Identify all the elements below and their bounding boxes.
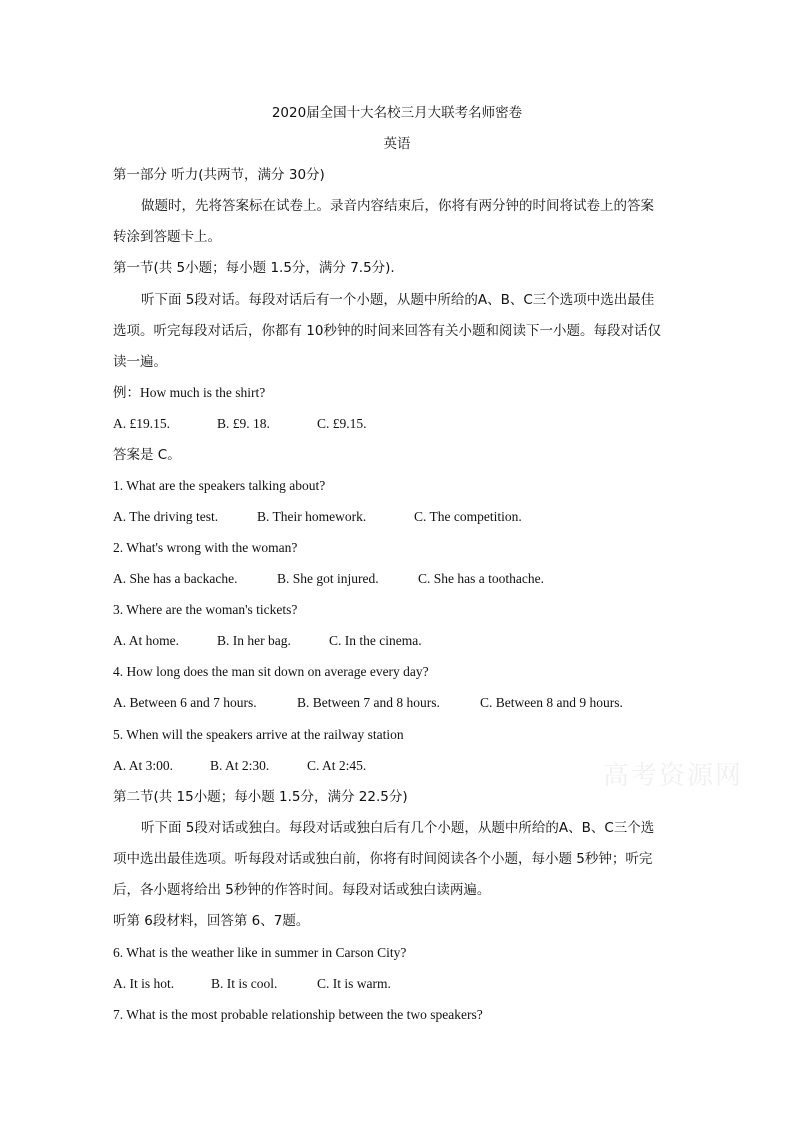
section2-instruction-1: 听下面 5段对话或独白。每段对话或独白后有几个小题，从题中所给的A、B、C三个选: [141, 820, 655, 836]
question-4: 4. How long does the man sit down on average every day?: [113, 664, 429, 679]
q2-option-b: B. She got injured.: [277, 571, 379, 586]
exam-subject: 英语: [383, 136, 411, 152]
question-5: 5. When will the speakers arrive at the railway station: [113, 727, 404, 742]
section1-instruction-3: 读一遍。: [113, 354, 167, 370]
q1-option-b: B. Their homework.: [257, 509, 367, 524]
example-options: [113, 414, 688, 434]
watermark-text: 高考资源网: [603, 761, 744, 791]
q5-option-a: A. At 3:00.: [113, 758, 174, 773]
q1-option-a: A. The driving test.: [113, 509, 219, 524]
q4-option-c: C. Between 8 and 9 hours.: [480, 695, 623, 710]
material-note: 听第 6段材料，回答第 6、7题。: [113, 913, 310, 929]
exam-title: 2020届全国十大名校三月大联考名师密卷: [271, 105, 523, 121]
q4-option-a: A. Between 6 and 7 hours.: [113, 695, 257, 710]
example-option-a: A. £19.15.: [113, 416, 170, 431]
part1-heading: 第一部分 听力(共两节，满分 30分): [113, 167, 325, 183]
example-option-c: C. £9.15.: [317, 416, 367, 431]
section2-instruction-3: 后，各小题将给出 5秒钟的作答时间。每段对话或独白读两遍。: [113, 882, 491, 898]
question-3-options: [113, 631, 688, 651]
section2-heading: 第二节(共 15小题；每小题 1.5分，满分 22.5分): [113, 789, 408, 805]
example-option-b: B. £9. 18.: [217, 416, 270, 431]
question-3: 3. Where are the woman's tickets?: [113, 602, 298, 617]
q2-option-c: C. She has a toothache.: [418, 571, 544, 586]
q3-option-c: C. In the cinema.: [329, 633, 422, 648]
section1-instruction-2: 选项。听完每段对话后，你都有 10秒钟的时间来回答有关小题和阅读下一小题。每段对话仅: [113, 323, 661, 339]
q6-option-c: C. It is warm.: [317, 976, 391, 991]
example-question: 例：How much is the shirt?: [113, 385, 266, 400]
q4-option-b: B. Between 7 and 8 hours.: [297, 695, 440, 710]
q2-option-a: A. She has a backache.: [113, 571, 238, 586]
question-1: 1. What are the speakers talking about?: [113, 478, 326, 493]
q5-option-c: C. At 2:45.: [307, 758, 367, 773]
question-4-options: [113, 693, 688, 713]
question-7: 7. What is the most probable relationship between the two speakers?: [113, 1007, 483, 1022]
section1-instruction-1: 听下面 5段对话。每段对话后有一个小题，从题中所给的A、B、C三个选项中选出最佳: [141, 292, 655, 308]
q3-option-a: A. At home.: [113, 633, 179, 648]
part1-instruction-2: 转涂到答题卡上。: [113, 229, 221, 245]
q3-option-b: B. In her bag.: [217, 633, 291, 648]
section1-heading: 第一节(共 5小题；每小题 1.5分，满分 7.5分).: [113, 260, 395, 276]
q5-option-b: B. At 2:30.: [210, 758, 270, 773]
question-2: 2. What's wrong with the woman?: [113, 540, 298, 555]
q6-option-a: A. It is hot.: [113, 976, 175, 991]
question-5-options: [113, 756, 688, 776]
question-6-options: [113, 974, 688, 994]
example-answer: 答案是 C。: [113, 447, 181, 463]
part1-instruction-1: 做题时，先将答案标在试卷上。录音内容结束后，你将有两分钟的时间将试卷上的答案: [141, 198, 654, 214]
section2-instruction-2: 项中选出最佳选项。听每段对话或独白前，你将有时间阅读各个小题，每小题 5秒钟；听完: [113, 851, 653, 867]
question-6: 6. What is the weather like in summer in Carson City?: [113, 945, 407, 960]
question-1-options: [113, 507, 688, 527]
q1-option-c: C. The competition.: [414, 509, 522, 524]
q6-option-b: B. It is cool.: [211, 976, 278, 991]
question-2-options: [113, 569, 688, 589]
